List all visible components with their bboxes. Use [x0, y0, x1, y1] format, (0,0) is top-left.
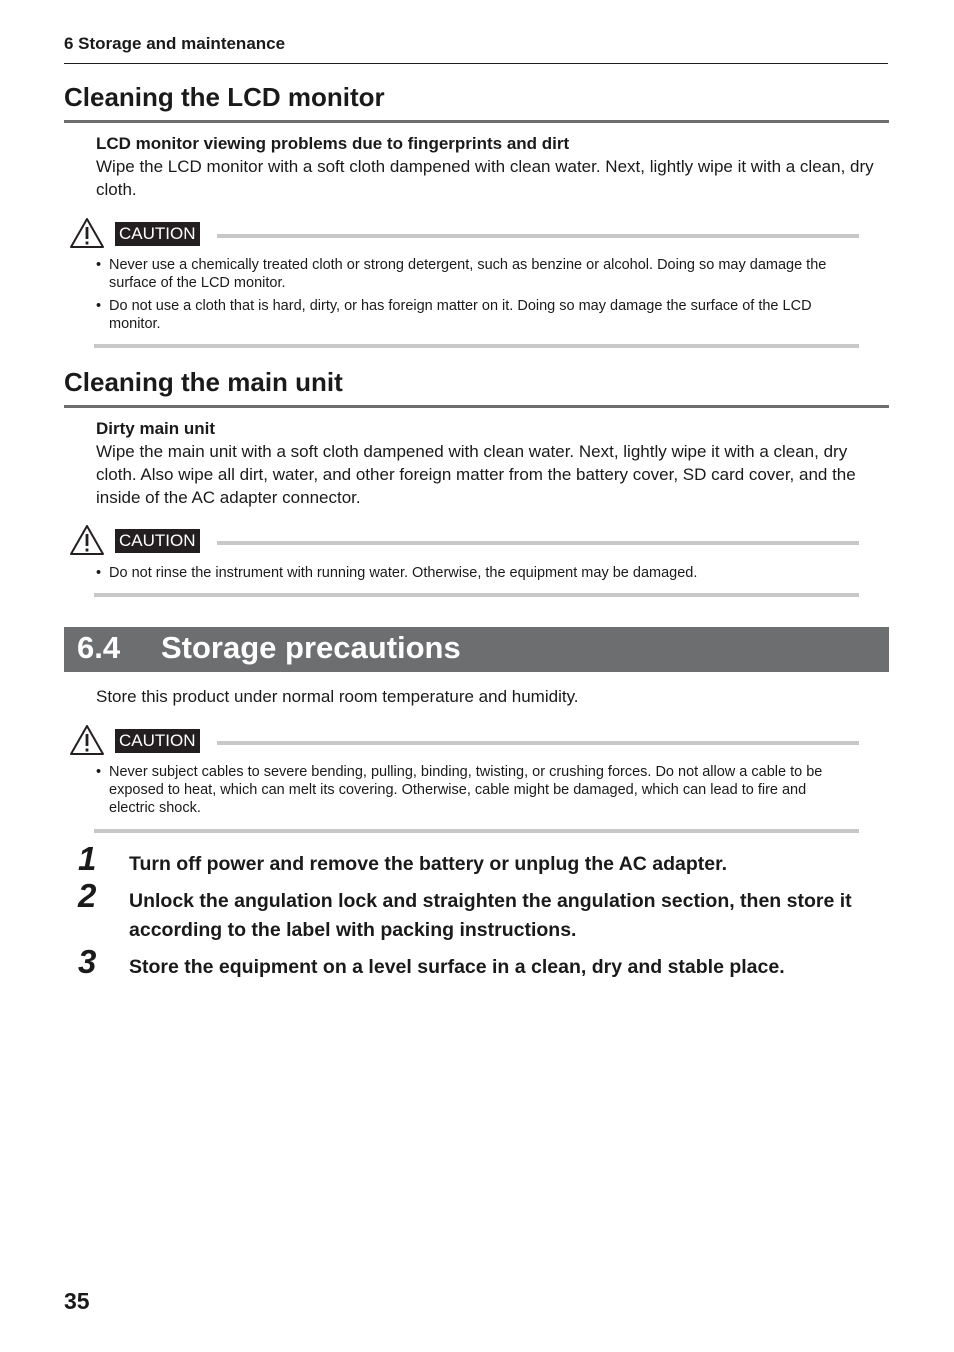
running-header: 6 Storage and maintenance [64, 34, 286, 53]
caution-bullet: • Do not use a cloth that is hard, dirty, or has foreign matter on it. Doing so may damage the surface of the LCD monitor. [96, 298, 812, 332]
header-rule [64, 63, 888, 64]
section-rule-lcd [64, 120, 889, 123]
caution-rule [217, 741, 859, 745]
caution-label: CAUTION [115, 529, 200, 553]
caution-end-rule [94, 829, 859, 833]
section-banner-title: Storage precautions [161, 630, 461, 665]
caution-bullet: • Do not rinse the instrument with running water. Otherwise, the equipment may be damaged. [96, 565, 698, 581]
warning-triangle-icon [69, 524, 105, 556]
step-number: 1 [78, 840, 97, 877]
subtitle-lcd: LCD monitor viewing problems due to fingerprints and dirt [96, 134, 570, 153]
paragraph-main-unit: Wipe the main unit with a soft cloth dampened with clean water. Next, lightly wipe it with a clean, dry cloth. Also wipe all dirt, water, and other foreign matter from the battery cover, SD card cover, and the inside of the AC adapter connector. [96, 442, 856, 507]
caution-rule [217, 541, 859, 545]
caution-label: CAUTION [115, 222, 200, 246]
caution-label: CAUTION [115, 729, 200, 753]
step-text: Unlock the angulation lock and straighten the angulation section, then store it according to the label with packing instructions. [129, 890, 852, 941]
caution-bullet: • Never use a chemically treated cloth or strong detergent, such as benzine or alcohol. Doing so may damage the surface of the LCD monitor. [96, 257, 827, 291]
caution-end-rule [94, 593, 859, 597]
paragraph-lcd: Wipe the LCD monitor with a soft cloth dampened with clean water. Next, lightly wipe it with a clean, dry cloth. [96, 157, 874, 199]
section-title-lcd: Cleaning the LCD monitor [64, 82, 385, 112]
section-rule-main-unit [64, 405, 889, 408]
section-title-main-unit: Cleaning the main unit [64, 367, 343, 397]
paragraph-storage: Store this product under normal room temperature and humidity. [96, 687, 579, 706]
section-banner-storage [64, 627, 889, 672]
subtitle-main-unit: Dirty main unit [96, 419, 216, 438]
caution-rule [217, 234, 859, 238]
step-number: 2 [78, 877, 97, 914]
caution-end-rule [94, 344, 859, 348]
step-text: Turn off power and remove the battery or unplug the AC adapter. [129, 853, 728, 875]
warning-triangle-icon [69, 217, 105, 249]
step-number: 3 [78, 943, 97, 980]
page-number: 35 [64, 1288, 90, 1314]
section-number: 6.4 [77, 630, 121, 665]
caution-bullet: • Never subject cables to severe bending, pulling, binding, twisting, or crushing forces. Do not allow a cable to be exposed to heat, which can melt its covering. Otherwise, cable might be damaged, which can lead to fire and electric shock. [96, 764, 823, 816]
warning-triangle-icon [69, 724, 105, 756]
step-text: Store the equipment on a level surface in a clean, dry and stable place. [129, 956, 785, 978]
